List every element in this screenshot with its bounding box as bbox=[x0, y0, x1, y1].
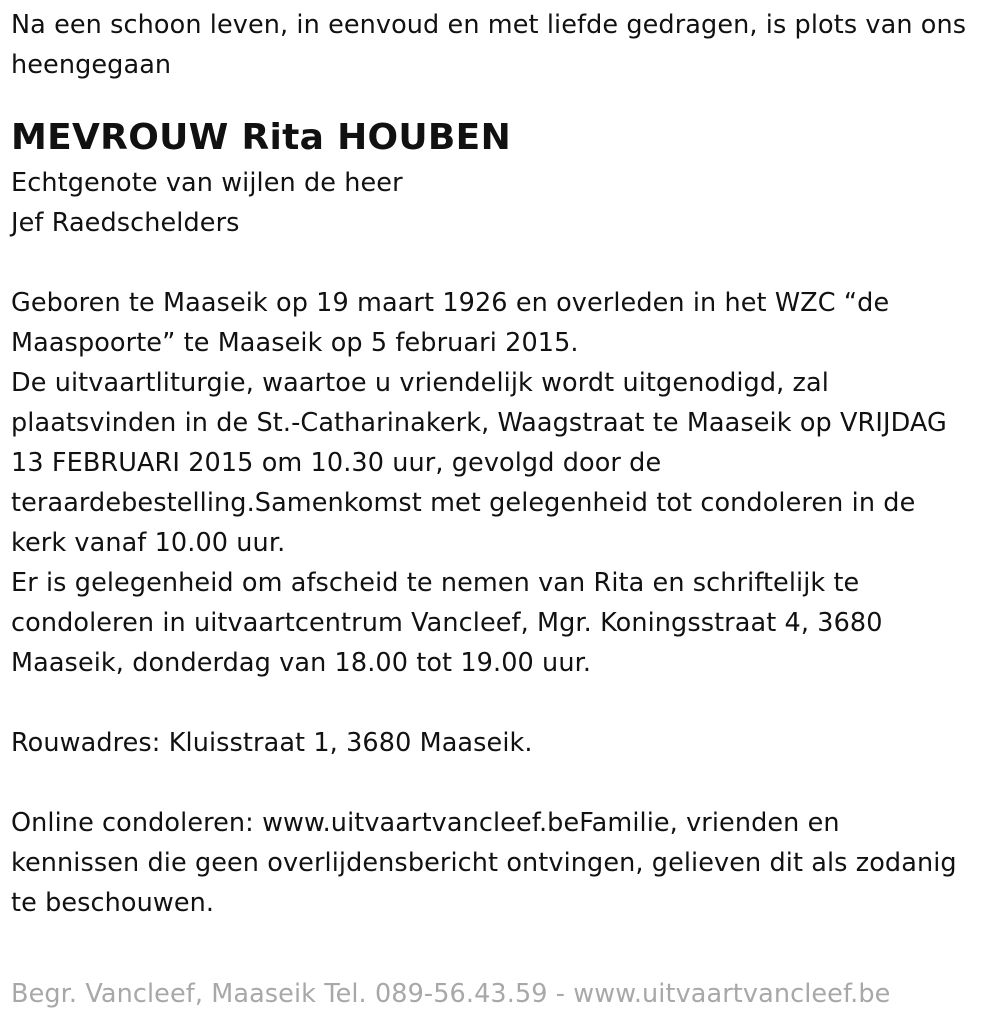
body-line: plaatsvinden in de St.-Catharinakerk, Waagstraat te Maaseik op VRIJDAG bbox=[11, 408, 947, 438]
body-line: kerk vanaf 10.00 uur. bbox=[11, 528, 286, 558]
spacer bbox=[11, 243, 991, 283]
body-line: condoleren in uitvaartcentrum Vancleef, Mgr. Koningsstraat 4, 3680 bbox=[11, 608, 883, 638]
body-line: Geboren te Maaseik op 19 maart 1926 en overleden in het WZC “de bbox=[11, 288, 890, 318]
body-line: De uitvaartliturgie, waartoe u vriendelijk wordt uitgenodigd, zal bbox=[11, 368, 829, 398]
mourning-address: Rouwadres: Kluisstraat 1, 3680 Maaseik. bbox=[11, 728, 533, 758]
spacer bbox=[11, 763, 991, 803]
body-line: Maaspoorte” te Maaseik op 5 februari 2015. bbox=[11, 328, 579, 358]
body-line: teraardebestelling.Samenkomst met gelegenheid tot condoleren in de bbox=[11, 488, 916, 518]
online-condolence-paragraph bbox=[11, 803, 991, 923]
online-line: kennissen die geen overlijdensbericht ontvingen, gelieven dit als zodanig bbox=[11, 848, 957, 878]
body-line: 13 FEBRUARI 2015 om 10.30 uur, gevolgd door de bbox=[11, 448, 662, 478]
obituary-document bbox=[11, 5, 991, 923]
online-line: Online condoleren: www.uitvaartvancleef.beFamilie, vrienden en bbox=[11, 808, 840, 838]
body-line: Er is gelegenheid om afscheid te nemen van Rita en schriftelijk te bbox=[11, 568, 860, 598]
relation-line-1: Echtgenote van wijlen de heer bbox=[11, 168, 403, 198]
intro-line-2: heengegaan bbox=[11, 50, 172, 80]
spacer bbox=[11, 683, 991, 723]
funeral-home-footer: Begr. Vancleef, Maaseik Tel. 089-56.43.59 - www.uitvaartvancleef.be bbox=[11, 979, 891, 1009]
relation-line-2: Jef Raedschelders bbox=[11, 208, 240, 238]
online-line: te beschouwen. bbox=[11, 888, 215, 918]
body-line: Maaseik, donderdag van 18.00 tot 19.00 uur. bbox=[11, 648, 592, 678]
deceased-name: MEVROUW Rita HOUBEN bbox=[11, 117, 511, 158]
intro-line-1: Na een schoon leven, in eenvoud en met liefde gedragen, is plots van ons bbox=[11, 10, 967, 40]
body-paragraph bbox=[11, 283, 991, 683]
